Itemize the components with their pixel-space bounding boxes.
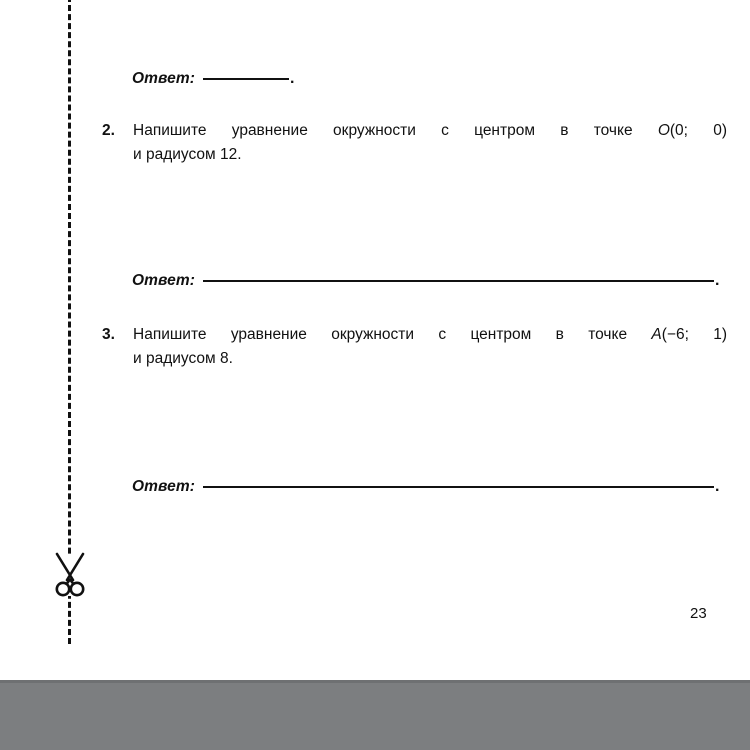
task-statement: Напишите уравнение окружности с центром в точке [133,122,658,139]
task-number: 3. [102,326,115,343]
answer-write-rule[interactable] [203,280,714,282]
answer-terminator: . [714,478,720,495]
task-line-2: и радиусом 12. [133,145,242,163]
task-text [133,323,727,370]
answer-label: Ответ: [132,478,195,495]
bottom-gray-band [0,680,750,750]
task-item-3 [102,323,727,370]
task-line-1 [133,323,727,347]
answer-label: Ответ: [132,70,195,87]
bottom-band-edge [0,680,750,683]
answer-label: Ответ: [132,272,195,289]
task-text [133,119,727,166]
point-coords: (−6; 1) [661,326,727,343]
task-number: 2. [102,122,115,139]
point-letter: A [651,326,662,343]
dashed-cut-line [68,0,71,644]
answer-line-2 [132,272,719,290]
task-line-1 [133,119,727,143]
point-letter: O [657,122,670,139]
answer-line-3 [132,478,719,496]
answer-write-rule[interactable] [203,78,289,80]
answer-write-rule[interactable] [203,486,714,488]
answer-terminator: . [289,70,295,87]
task-item-2 [102,119,727,166]
task-statement: Напишите уравнение окружности с центром в точке [133,326,652,343]
task-line-2: и радиусом 8. [133,349,233,367]
answer-terminator: . [714,272,720,289]
scissors-icon [47,551,93,599]
page-number: 23 [690,605,707,622]
point-coords: (0; 0) [669,122,727,139]
answer-line-1 [132,70,294,88]
